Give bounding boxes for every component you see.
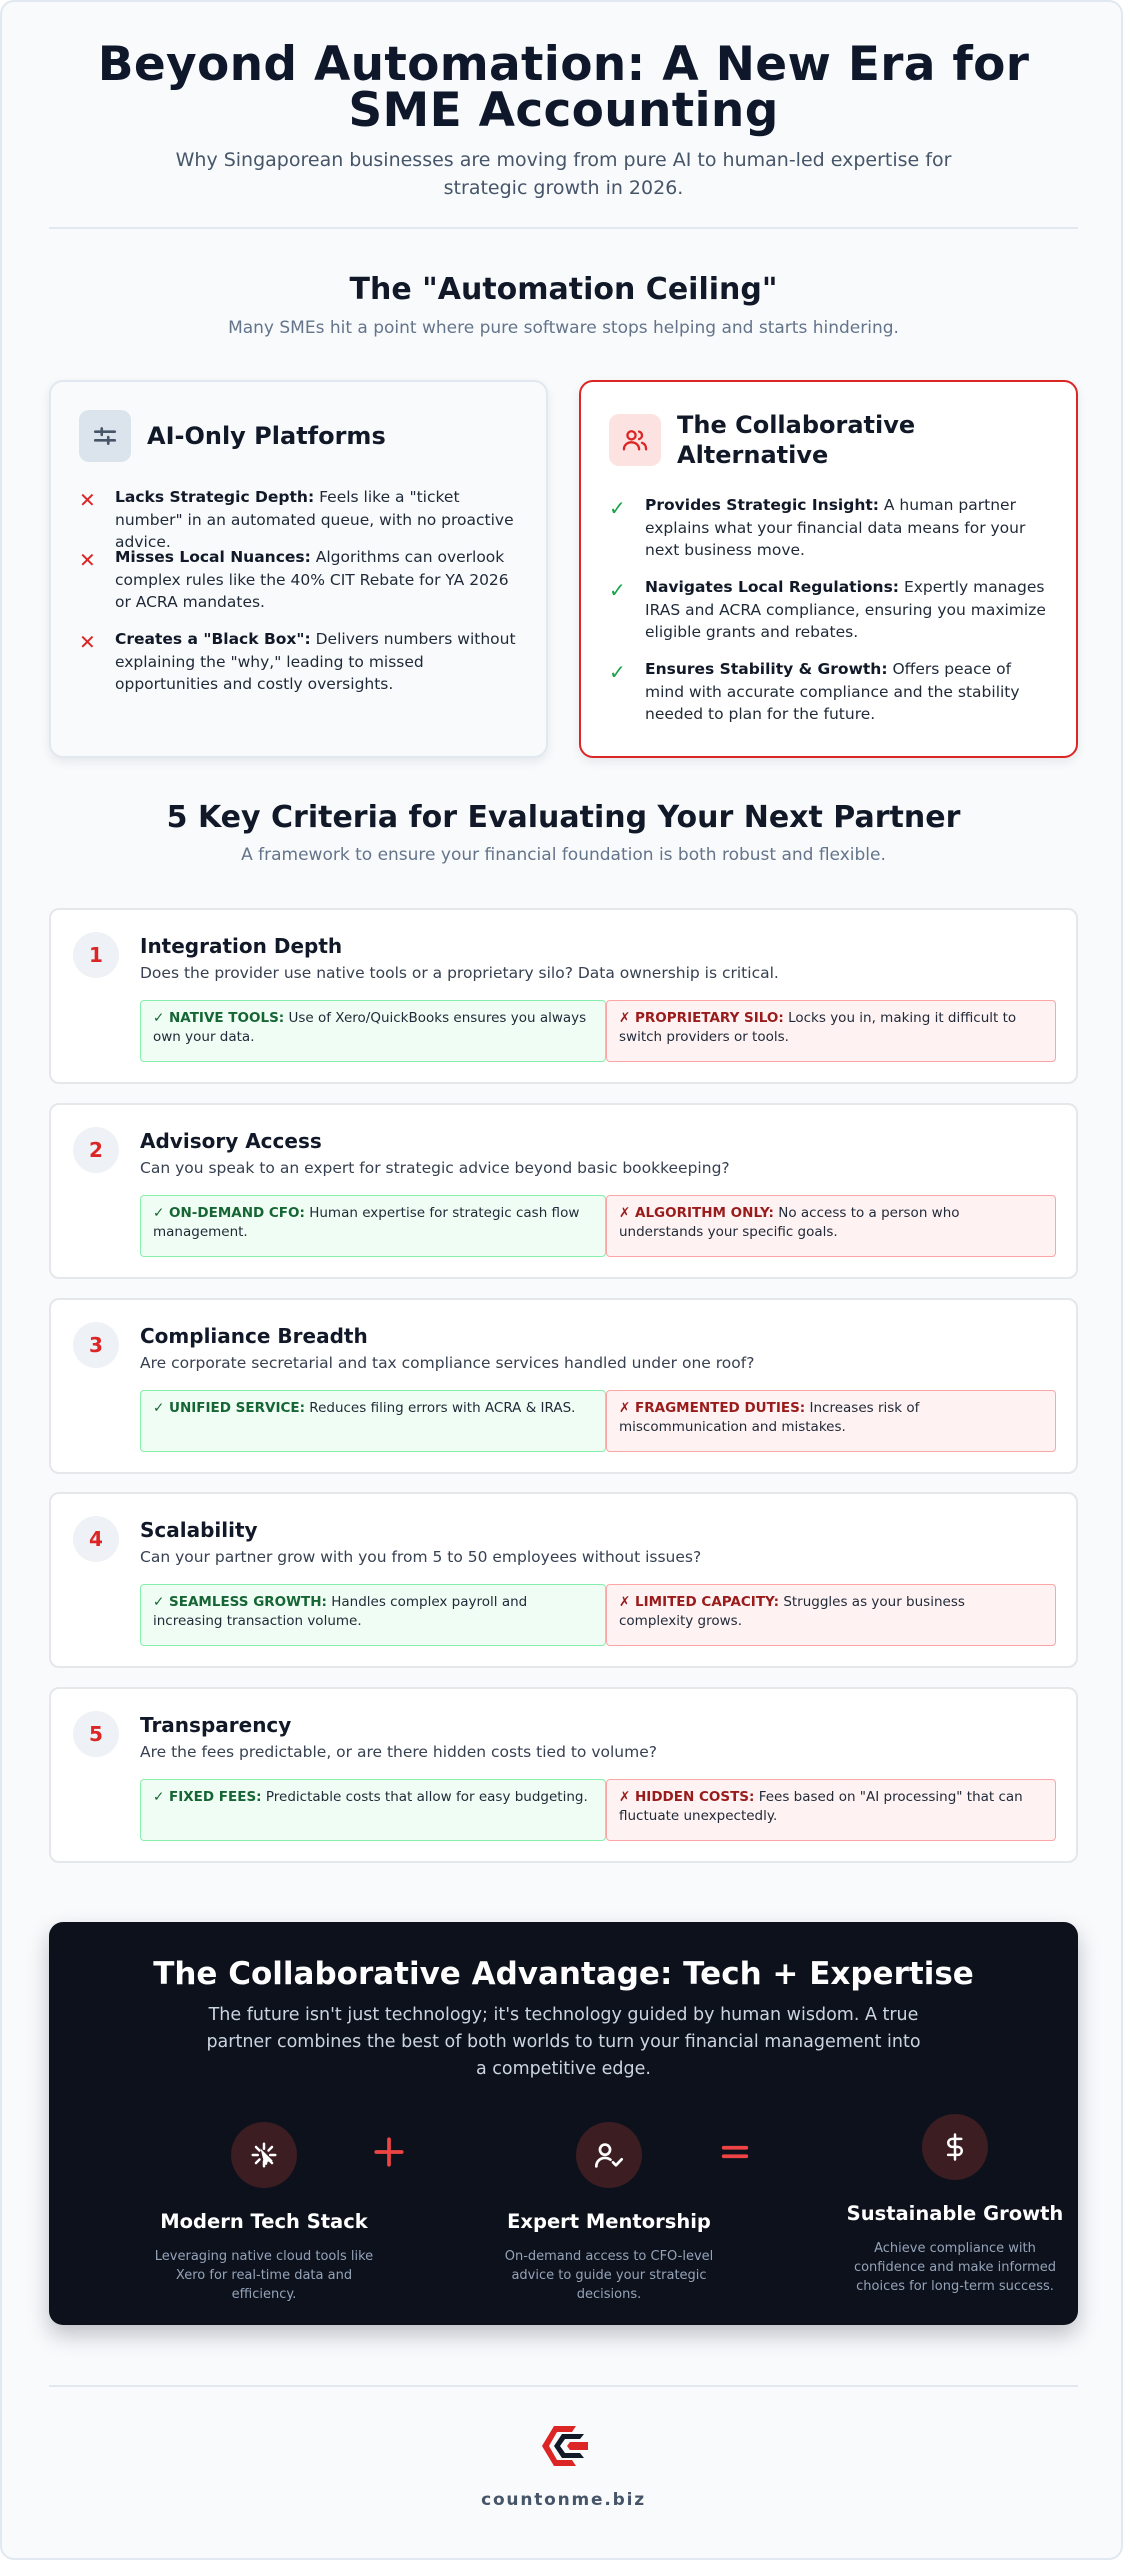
con-text: Fees based on "AI processing" that can fluctuate unexpectedly. <box>619 1789 1023 1824</box>
pro-box <box>140 1000 606 1062</box>
criterion-card <box>49 1103 1078 1279</box>
criteria-subtitle: A framework to ensure your financial foundation is both robust and flexible. <box>241 845 886 865</box>
plus-icon <box>359 2122 419 2182</box>
pro-box <box>140 1584 606 1646</box>
pro-label: ✓ ON-DEMAND CFO: <box>153 1205 305 1221</box>
ceiling-title: The "Automation Ceiling" <box>349 272 778 307</box>
pro-label: ✓ FIXED FEES: <box>153 1789 262 1805</box>
advantage-subtitle: The future isn't just technology; it's technology guided by human wisdom. A true partner combines the best of both worlds to turn your financial management into a competitive edge. <box>206 2005 921 2079</box>
con-text: Increases risk of miscommunication and mistakes. <box>619 1400 920 1435</box>
con-box <box>606 1779 1056 1841</box>
equals-icon <box>705 2122 765 2182</box>
advantage-panel <box>49 1922 1078 2325</box>
criteria-title: 5 Key Criteria for Evaluating Your Next Partner <box>166 800 961 835</box>
list-item <box>609 494 1052 562</box>
criterion-question: Can you speak to an expert for strategic advice beyond basic bookkeeping? <box>140 1159 730 1177</box>
feature-desc: On-demand access to CFO-level advice to guide your strategic decisions. <box>504 2249 714 2302</box>
criterion-title: Transparency <box>140 1713 292 1737</box>
con-label: ✗ FRAGMENTED DUTIES: <box>619 1400 806 1416</box>
con-label: ✗ HIDDEN COSTS: <box>619 1789 755 1805</box>
criterion-question: Can your partner grow with you from 5 to 50 employees without issues? <box>140 1548 702 1566</box>
criterion-number: 4 <box>73 1516 119 1562</box>
pro-label: ✓ NATIVE TOOLS: <box>153 1010 285 1026</box>
brand-name: countonme.biz <box>481 2490 646 2510</box>
con-box <box>606 1195 1056 1257</box>
feature-desc: Leveraging native cloud tools like Xero for real-time data and efficiency. <box>154 2249 374 2302</box>
point-label: Misses Local Nuances: <box>115 548 311 566</box>
pro-text: Use of Xero/QuickBooks ensures you always own your data. <box>153 1010 587 1045</box>
criterion-title: Scalability <box>140 1518 258 1542</box>
sliders-icon <box>79 410 131 462</box>
pro-text: Reduces filing errors with ACRA & IRAS. <box>305 1400 576 1416</box>
feature-title: Expert Mentorship <box>507 2210 711 2233</box>
brand-logo <box>536 2418 592 2474</box>
con-box <box>606 1000 1056 1062</box>
user-check-icon <box>576 2122 642 2188</box>
point-text: A human partner explains what your financial data means for your next business move. <box>645 496 1026 559</box>
point-text: Algorithms can overlook complex rules like the 40% CIT Rebate for YA 2026 or ACRA mandates. <box>115 548 509 611</box>
sparkle-icon <box>231 2122 297 2188</box>
feature-title: Modern Tech Stack <box>160 2210 368 2233</box>
list-item <box>609 658 1052 726</box>
point-label: Creates a "Black Box": <box>115 630 311 648</box>
criterion-title: Advisory Access <box>140 1129 322 1153</box>
ai-only-title: AI-Only Platforms <box>147 422 386 450</box>
criterion-card <box>49 908 1078 1084</box>
point-label: Provides Strategic Insight: <box>645 496 879 514</box>
ceiling-subtitle: Many SMEs hit a point where pure software stops helping and starts hindering. <box>228 318 899 338</box>
divider <box>49 2385 1078 2387</box>
pro-text: Human expertise for strategic cash flow management. <box>153 1205 580 1240</box>
feature-title: Sustainable Growth <box>846 2202 1064 2225</box>
list-item <box>79 628 522 696</box>
criterion-number: 1 <box>73 932 119 978</box>
criterion-question: Does the provider use native tools or a proprietary silo? Data ownership is critical. <box>140 964 779 982</box>
point-label: Lacks Strategic Depth: <box>115 488 315 506</box>
pro-box <box>140 1195 606 1257</box>
feature-sustainable-growth <box>815 2114 1095 2296</box>
con-box <box>606 1390 1056 1452</box>
pro-box <box>140 1390 606 1452</box>
divider <box>49 227 1078 229</box>
point-text: Feels like a "ticket number" in an automated queue, with no proactive advice. <box>115 488 514 551</box>
con-box <box>606 1584 1056 1646</box>
collaborative-card <box>579 380 1078 758</box>
con-text: Locks you in, making it difficult to switch providers or tools. <box>619 1010 1017 1045</box>
dollar-icon <box>922 2114 988 2180</box>
pro-label: ✓ UNIFIED SERVICE: <box>153 1400 306 1416</box>
point-text: Offers peace of mind with accurate compliance and the stability needed to plan for the future. <box>645 660 1020 723</box>
criterion-question: Are the fees predictable, or are there hidden costs tied to volume? <box>140 1743 657 1761</box>
collaborative-title: The Collaborative Alternative <box>677 411 916 469</box>
con-text: Struggles as your business complexity grows. <box>619 1594 965 1629</box>
pro-label: ✓ SEAMLESS GROWTH: <box>153 1594 327 1610</box>
con-label: ✗ ALGORITHM ONLY: <box>619 1205 774 1221</box>
criterion-number: 2 <box>73 1127 119 1173</box>
con-label: ✗ LIMITED CAPACITY: <box>619 1594 780 1610</box>
users-icon <box>609 414 661 466</box>
criterion-card <box>49 1298 1078 1474</box>
point-label: Navigates Local Regulations: <box>645 578 900 596</box>
page-title: Beyond Automation: A New Era for SME Accounting <box>97 37 1030 138</box>
criterion-question: Are corporate secretarial and tax compliance services handled under one roof? <box>140 1354 755 1372</box>
point-text: Delivers numbers without explaining the "why," leading to missed opportunities and costly oversights. <box>115 630 516 693</box>
list-item <box>79 486 522 554</box>
advantage-title: The Collaborative Advantage: Tech + Expertise <box>153 1956 974 1992</box>
page-subtitle: Why Singaporean businesses are moving from pure AI to human-led expertise for strategic growth in 2026. <box>175 149 952 199</box>
pro-text: Predictable costs that allow for easy budgeting. <box>261 1789 588 1805</box>
pro-box <box>140 1779 606 1841</box>
x-icon: ✕ <box>79 630 96 654</box>
check-icon: ✓ <box>609 660 626 684</box>
criterion-number: 5 <box>73 1711 119 1757</box>
list-item <box>609 576 1052 644</box>
criterion-title: Compliance Breadth <box>140 1324 368 1348</box>
criterion-title: Integration Depth <box>140 934 343 958</box>
check-icon: ✓ <box>609 496 626 520</box>
criterion-number: 3 <box>73 1322 119 1368</box>
feature-desc: Achieve compliance with confidence and make informed choices for long-term success. <box>853 2241 1057 2294</box>
con-text: No access to a person who understands your specific goals. <box>619 1205 960 1240</box>
list-item <box>79 546 522 614</box>
point-label: Ensures Stability & Growth: <box>645 660 888 678</box>
x-icon: ✕ <box>79 488 96 512</box>
point-text: Expertly manages IRAS and ACRA compliance, ensuring you maximize eligible grants and rebates. <box>645 578 1046 641</box>
criterion-card <box>49 1687 1078 1863</box>
check-icon: ✓ <box>609 578 626 602</box>
x-icon: ✕ <box>79 548 96 572</box>
con-label: ✗ PROPRIETARY SILO: <box>619 1010 784 1026</box>
pro-text: Handles complex payroll and increasing transaction volume. <box>153 1594 528 1629</box>
ai-only-card <box>49 380 548 758</box>
criterion-card <box>49 1492 1078 1668</box>
